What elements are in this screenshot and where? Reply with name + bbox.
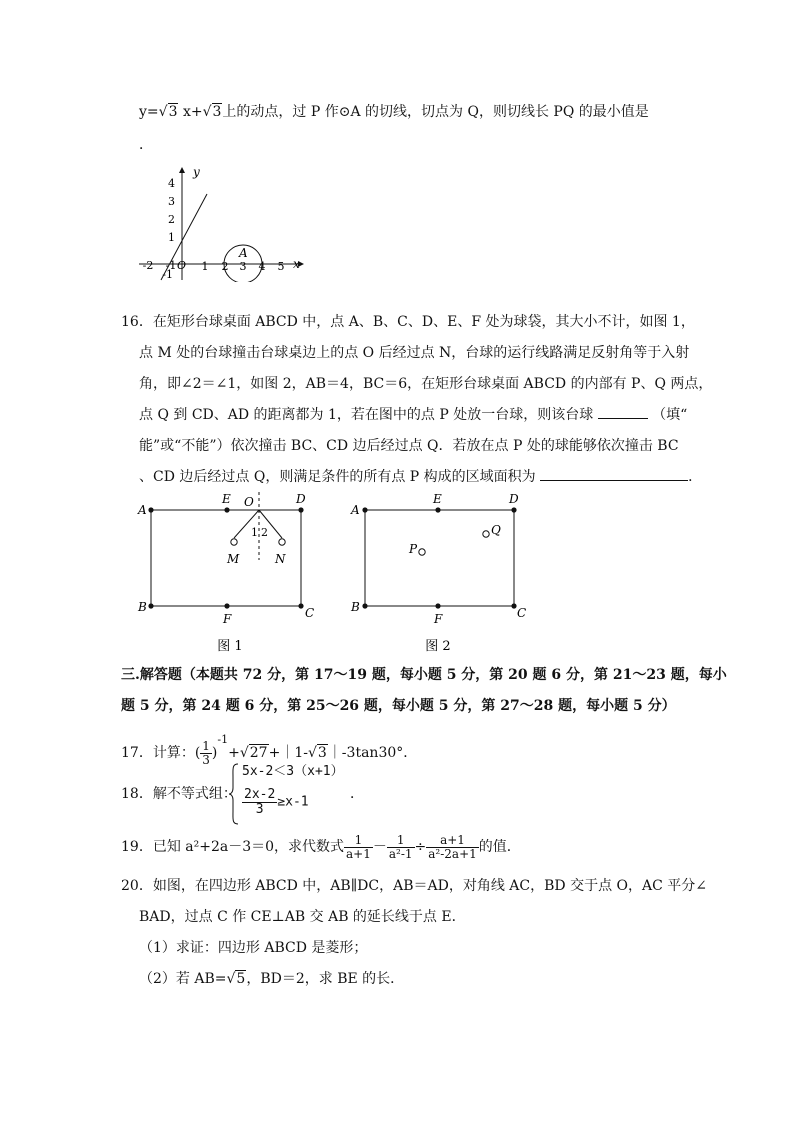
fig2-point-P	[419, 549, 425, 555]
fig2-label-C: C	[517, 606, 527, 620]
q15-sqrt3-a: 3	[168, 104, 178, 120]
q19-frac-1	[344, 834, 373, 860]
q17-fraction	[200, 740, 212, 766]
q16-line6-tail: ．	[688, 469, 703, 485]
q20-part2-a: （2）若 AB=	[139, 971, 227, 987]
fig2-label-B: B	[351, 600, 360, 614]
fig1-label-F: F	[223, 612, 232, 626]
fig1-label-C: C	[305, 606, 315, 620]
q17-frac-num: 1	[202, 738, 210, 753]
q18-brace	[228, 763, 240, 825]
q20-part2-b: ，BD＝2，求 BE 的长．	[246, 971, 405, 987]
point-A-label: A	[239, 246, 248, 260]
y-tick-minus1: -1	[162, 268, 173, 281]
x-tick-2: 2	[221, 260, 229, 273]
q15-sqrt3-b: 3	[212, 104, 222, 120]
q15-coordinate-graph	[135, 162, 315, 282]
fig1-angle-1: 1	[251, 526, 258, 539]
q17-close: )	[211, 745, 218, 761]
q16-line-2: 点 M 处的台球撞击台球桌边上的点 O 后经过点 N，台球的运行线路满足反射角等于入射	[139, 345, 690, 361]
y-axis-label: y	[193, 165, 200, 179]
q18-frac-den: 3	[255, 801, 264, 817]
fig1-point-N	[279, 539, 285, 545]
fig1-label-A: A	[138, 503, 147, 517]
q19-prefix: 19．已知 a²+2a－3＝0，求代数式	[121, 839, 345, 856]
y-tick-2: 2	[168, 213, 175, 226]
q17-sqrt27: 27	[249, 745, 268, 761]
q15-text: 上的动点，过 P 作⊙A 的切线，切点为 Q，则切线长 PQ 的最小值是	[222, 104, 649, 120]
q16-figure-1	[132, 490, 327, 655]
q20-line-2: BAD，过点 C 作 CE⊥AB 交 AB 的延长线于点 E．	[139, 909, 466, 925]
q19-frac-2	[387, 834, 415, 860]
fig1-label-O: O	[244, 495, 254, 509]
q16-line-1: 16．在矩形台球桌面 ABCD 中，点 A、B、C、D、E、F 处为球袋，其大小不计，如图 1，	[121, 314, 695, 330]
x-tick-minus2: -2	[142, 259, 154, 272]
q15-y-eq: y=	[139, 104, 159, 120]
q19-f2-den: a²-1	[388, 846, 413, 861]
q17-tail: ｜-3tan30°．	[327, 745, 418, 761]
q20-line-1: 20．如图，在四边形 ABCD 中，AB∥DC，AB＝AD，对角线 AC，BD 交于点 O，AC 平分∠	[121, 878, 708, 894]
fig2-caption: 图 2	[425, 639, 451, 654]
q19-f1-num: 1	[344, 834, 373, 848]
fig1-label-D: D	[296, 492, 306, 506]
section3-line-2: 题 5 分，第 24 题 6 分，第 25～26 题，每小题 5 分，第 27～28 题，每小题 5 分）	[121, 698, 676, 714]
fig2-label-A: A	[351, 503, 360, 517]
q20-part-2: （2）若 AB=√5，BD＝2，求 BE 的长．	[139, 971, 405, 987]
q18-ineq2-rest: ≥x-1	[277, 794, 309, 810]
q16-line-5: 能”或“不能”）依次撞击 BC、CD 边后经过点 Q．若放在点 P 处的球能够依次撞击 BC	[139, 438, 679, 454]
q17-frac-den: 3	[202, 752, 210, 767]
q18-inequality-1: 5x-2＜3（x+1）	[242, 764, 344, 779]
q17-prefix: 17．计算：(	[121, 745, 201, 761]
y-tick-1: 1	[168, 231, 175, 244]
fig1-point-M	[231, 539, 237, 545]
fig1-angle-2: 2	[261, 526, 268, 539]
y-tick-4: 4	[168, 177, 175, 190]
q15-line-2: ．	[139, 137, 153, 153]
q19-f2-num: 1	[387, 834, 415, 848]
x-tick-4: 4	[258, 260, 266, 273]
fig1-label-B: B	[138, 600, 147, 614]
fig1-label-N: N	[275, 552, 286, 566]
q16-line-3: 角，即∠2＝∠1，如图 2，AB＝4，BC＝6，在矩形台球桌面 ABCD 的内部有 P、Q 两点，	[139, 376, 713, 392]
q20-sqrt5: 5	[236, 971, 246, 987]
fig2-label-F: F	[434, 612, 443, 626]
q15-x-plus: x+	[182, 104, 203, 120]
q16-figure-2	[343, 490, 533, 655]
fig2-label-E: E	[433, 492, 442, 506]
q16-line6-text: 、CD 边后经过点 Q，则满足条件的所有点 P 构成的区域面积为	[139, 469, 536, 485]
q17-exponent: -1	[217, 733, 229, 746]
section3-line-1: 三.解答题（本题共 72 分，第 17～19 题，每小题 5 分，第 20 题 6 分，第 21～23 题，每小	[121, 667, 727, 683]
q17-line: 17．计算：( $\frac{1}{3}$ )$^{-1}$+√27+｜1-√3｜-3tan30°．	[121, 733, 418, 767]
q17-plus: +	[228, 745, 240, 761]
q18-frac-num: 2x-2	[244, 787, 276, 802]
x-tick-1: 1	[201, 260, 209, 273]
q16-line4-text: 点 Q 到 CD、AD 的距离都为 1，若在图中的点 P 处放一台球，则该台球	[139, 407, 594, 423]
q19-div: ÷	[414, 839, 427, 856]
q15-line-1: y=√3 x+√3上的动点，过 P 作⊙A 的切线，切点为 Q，则切线长 PQ 的最小值是	[139, 104, 649, 120]
fig2-label-P: P	[409, 542, 418, 556]
fig1-label-M: M	[227, 552, 240, 566]
q16-line-6	[139, 470, 702, 484]
q19-f3-den: a²-2a+1	[428, 846, 477, 861]
y-tick-3: 3	[168, 195, 175, 208]
q18-end: ．	[350, 786, 364, 802]
q17-sqrt3: 3	[317, 745, 327, 761]
q16-line-4	[139, 408, 687, 422]
q16-answer-blank-1[interactable]	[598, 418, 648, 419]
q19-f3-num: a+1	[426, 834, 479, 848]
x-axis-label: x	[293, 257, 300, 271]
fig2-point-Q	[483, 531, 489, 537]
x-tick-minus1: -1	[165, 259, 177, 272]
fig1-caption: 图 1	[217, 639, 243, 654]
q18-frac	[242, 788, 277, 816]
fig2-label-D: D	[509, 492, 519, 506]
fig1-label-E: E	[222, 492, 231, 506]
q19-minus: －	[372, 839, 387, 856]
q19-line	[121, 834, 521, 860]
q18-prefix: 18．解不等式组：	[121, 786, 237, 802]
fig2-label-Q: Q	[491, 523, 501, 537]
x-tick-3: 3	[239, 260, 247, 273]
q16-answer-blank-2[interactable]	[540, 480, 688, 481]
q19-f1-den: a+1	[346, 846, 371, 861]
q19-tail: 的值．	[478, 839, 521, 856]
origin-label: O	[177, 259, 187, 272]
q16-line4-tail: （填“	[652, 407, 688, 423]
q20-part-1: （1）求证：四边形 ABCD 是菱形；	[139, 940, 368, 956]
x-tick-5: 5	[277, 260, 285, 273]
q18-inequality-2	[242, 788, 309, 816]
q17-abs-open: +｜1-	[268, 745, 308, 761]
q19-frac-3	[426, 834, 479, 860]
